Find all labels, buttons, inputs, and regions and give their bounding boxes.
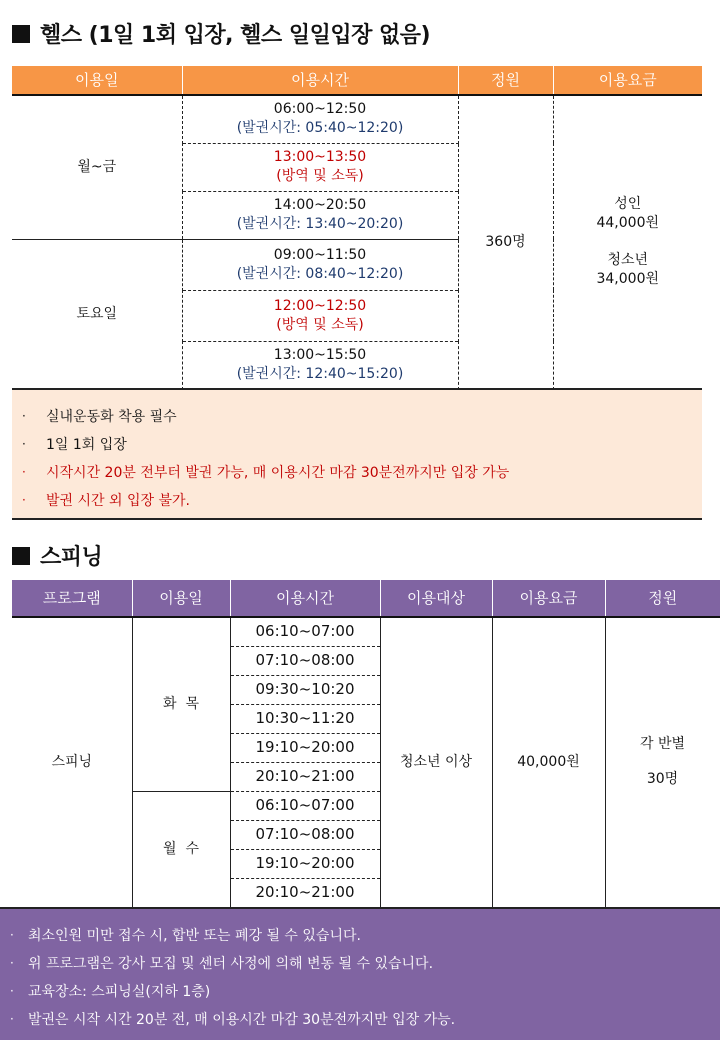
adult-label: 성인 xyxy=(614,196,642,213)
note-text: 최소인원 미만 접수 시, 합반 또는 폐강 될 수 있습니다. xyxy=(28,928,361,944)
note-item xyxy=(10,949,720,977)
target-audience: 청소년 이상 xyxy=(380,617,492,907)
gym-header-capacity: 정원 xyxy=(458,66,553,95)
dot-bullet-icon: · xyxy=(10,984,14,998)
note-item xyxy=(10,921,720,949)
group-days: 화 목 xyxy=(132,617,230,791)
slot-ticket-time: (발권시간: 13:40~20:20) xyxy=(236,216,404,232)
note-text: 발권 시간 외 입장 불가. xyxy=(46,493,190,509)
adult-price: 44,000원 xyxy=(596,215,659,232)
slot-note: (방역 및 소독) xyxy=(276,316,364,333)
slot-time: 12:00~12:50 xyxy=(273,297,367,314)
note-text: 위 프로그램은 강사 모집 및 센터 사정에 의해 변동 될 수 있습니다. xyxy=(28,956,434,972)
class-time: 07:10~08:00 xyxy=(230,646,380,675)
class-time: 10:30~11:20 xyxy=(230,704,380,733)
time-slot-disinfection xyxy=(182,143,458,191)
note-item xyxy=(22,458,702,486)
note-text: 교육장소: 스피닝실(지하 1층) xyxy=(28,984,211,1000)
gym-notes-box xyxy=(12,388,702,520)
slot-ticket-time: (발권시간: 08:40~12:20) xyxy=(236,265,404,282)
note-text: 발권은 시작 시간 20분 전, 매 이용시간 마감 30분전까지만 입장 가능. xyxy=(28,1012,456,1028)
dot-bullet-icon: · xyxy=(10,956,14,970)
dot-bullet-icon: · xyxy=(22,493,26,507)
spin-header-fee: 이용요금 xyxy=(492,580,605,617)
time-slot xyxy=(182,95,458,143)
time-slot-disinfection xyxy=(182,290,458,341)
spin-header-capacity: 정원 xyxy=(605,580,720,617)
youth-price: 34,000원 xyxy=(596,271,659,288)
slot-time: 09:00~11:50 xyxy=(273,246,367,263)
dot-bullet-icon: · xyxy=(22,465,26,479)
youth-label: 청소년 xyxy=(607,252,649,269)
dot-bullet-icon: · xyxy=(22,409,26,423)
slot-time: 14:00~20:50 xyxy=(273,197,367,213)
class-time: 20:10~21:00 xyxy=(230,878,380,907)
slot-time: 06:00~12:50 xyxy=(273,101,367,118)
time-slot xyxy=(182,239,458,290)
slot-note: (방역 및 소독) xyxy=(276,168,364,184)
slot-ticket-time: (발권시간: 12:40~15:20) xyxy=(236,366,404,382)
slot-time: 13:00~15:50 xyxy=(273,347,367,363)
spin-header-time: 이용시간 xyxy=(230,580,380,617)
gym-schedule-table xyxy=(12,66,702,390)
time-slot xyxy=(182,191,458,239)
group-days: 월 수 xyxy=(132,791,230,907)
spin-header-target: 이용대상 xyxy=(380,580,492,617)
class-time: 20:10~21:00 xyxy=(230,762,380,791)
table-row xyxy=(12,95,702,143)
gym-title-text: 헬스 (1일 1회 입장, 헬스 일일입장 없음) xyxy=(40,23,431,48)
class-time: 09:30~10:20 xyxy=(230,675,380,704)
class-time: 19:10~20:00 xyxy=(230,733,380,762)
spinning-section-title xyxy=(12,540,102,571)
weekday-label: 월~금 xyxy=(12,95,182,239)
gym-header-day: 이용일 xyxy=(12,66,182,95)
note-item xyxy=(22,430,702,458)
dot-bullet-icon: · xyxy=(22,437,26,451)
square-bullet-icon xyxy=(12,25,30,43)
gym-header-time: 이용시간 xyxy=(182,66,458,95)
table-row xyxy=(12,617,720,646)
spinning-schedule-table xyxy=(12,580,720,908)
note-item xyxy=(22,486,702,514)
class-time: 19:10~20:00 xyxy=(230,849,380,878)
gym-fee xyxy=(553,95,702,389)
dot-bullet-icon: · xyxy=(10,928,14,942)
class-time: 07:10~08:00 xyxy=(230,820,380,849)
capacity-line: 30명 xyxy=(646,771,679,788)
spin-capacity xyxy=(605,617,720,907)
note-item xyxy=(10,977,720,1005)
class-time: 06:10~07:00 xyxy=(230,791,380,820)
note-item xyxy=(10,1005,720,1033)
saturday-label: 토요일 xyxy=(12,239,182,389)
note-item xyxy=(22,402,702,430)
spin-fee: 40,000원 xyxy=(492,617,605,907)
spinning-title-text: 스피닝 xyxy=(40,545,103,570)
spin-header-row xyxy=(12,580,720,617)
note-text: 1일 1회 입장 xyxy=(46,437,127,453)
program-name: 스피닝 xyxy=(12,617,132,907)
note-text: 시작시간 20분 전부터 발권 가능, 매 이용시간 마감 30분전까지만 입장 가능 xyxy=(46,465,510,481)
gym-section-title xyxy=(12,18,430,49)
square-bullet-icon xyxy=(12,547,30,565)
note-text: 실내운동화 착용 필수 xyxy=(46,409,177,425)
class-time: 06:10~07:00 xyxy=(230,617,380,646)
slot-time: 13:00~13:50 xyxy=(273,149,367,165)
spin-header-day: 이용일 xyxy=(132,580,230,617)
time-slot xyxy=(182,341,458,389)
gym-capacity: 360명 xyxy=(458,95,553,389)
capacity-line: 각 반별 xyxy=(639,736,686,753)
spinning-notes-box xyxy=(0,907,720,1040)
dot-bullet-icon: · xyxy=(10,1012,14,1026)
slot-ticket-time: (발권시간: 05:40~12:20) xyxy=(236,120,404,137)
gym-header-fee: 이용요금 xyxy=(553,66,702,95)
gym-header-row xyxy=(12,66,702,95)
spin-header-program: 프로그램 xyxy=(12,580,132,617)
